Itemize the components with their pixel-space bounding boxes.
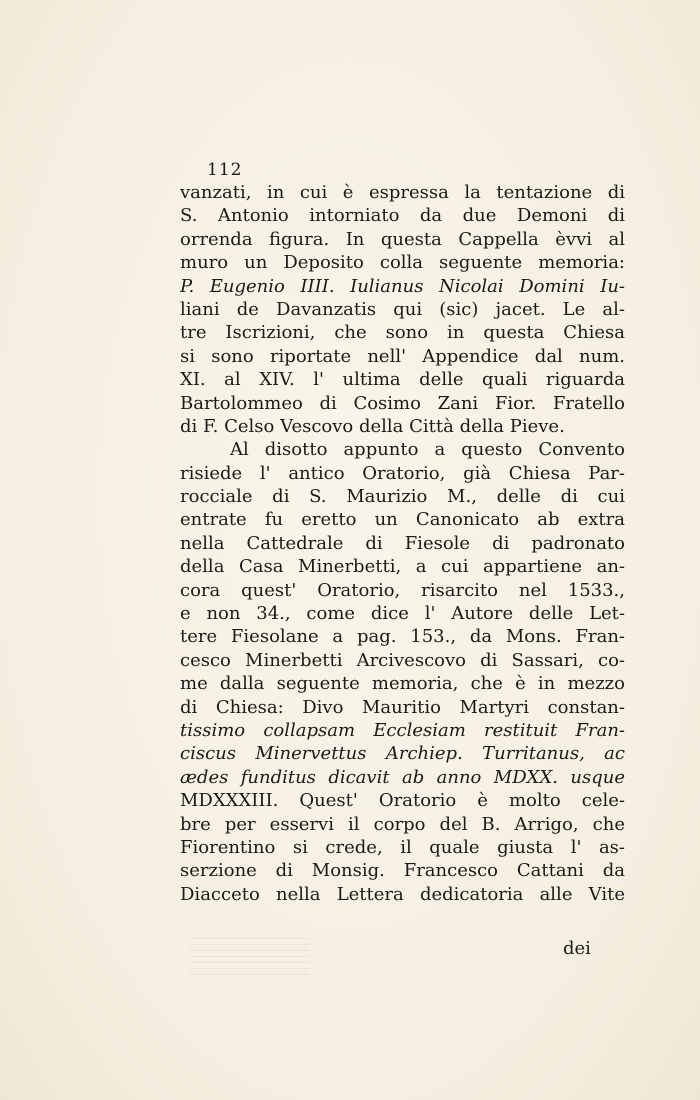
text-line: entrate fu eretto un Canonicato ab extra — [180, 509, 625, 531]
body-text — [180, 181, 625, 906]
text-line: Diacceto nella Lettera dedicatoria alle Vite — [180, 883, 625, 905]
text-line: liani de Davanzatis qui (sic) jacet. Le al- — [180, 298, 625, 320]
text-line: cora quest' Oratorio, risarcito nel 1533., — [180, 579, 625, 601]
text-line: ædes funditus dicavit ab anno MDXX. usque — [180, 766, 625, 788]
page-number: 112 — [207, 160, 243, 180]
ink-bleed-through — [190, 935, 310, 975]
text-line: bre per esservi il corpo del B. Arrigo, che — [180, 813, 625, 835]
text-line: tissimo collapsam Ecclesiam restituit Fran- — [180, 719, 625, 741]
text-line: ciscus Minervettus Archiep. Turritanus, ac — [180, 743, 625, 765]
catchword: dei — [563, 938, 591, 959]
text-line: orrenda figura. In questa Cappella èvvi al — [180, 228, 625, 250]
text-line: XI. al XIV. l' ultima delle quali riguarda — [180, 369, 625, 391]
text-line: Al disotto appunto a questo Convento — [230, 439, 625, 461]
text-line: cesco Minerbetti Arcivescovo di Sassari, co- — [180, 649, 625, 671]
text-line: risiede l' antico Oratorio, già Chiesa Par- — [180, 462, 625, 484]
text-line: nella Cattedrale di Fiesole di padronato — [180, 532, 625, 554]
text-line: me dalla seguente memoria, che è in mezzo — [180, 673, 625, 695]
text-line: tere Fiesolane a pag. 153., da Mons. Fran- — [180, 626, 625, 648]
text-line: muro un Deposito colla seguente memoria: — [180, 252, 625, 274]
text-line: di F. Celso Vescovo della Città della Pieve. — [180, 415, 565, 437]
text-line: della Casa Minerbetti, a cui appartiene an- — [180, 556, 625, 578]
text-line: e non 34., come dice l' Autore delle Let- — [180, 603, 625, 625]
text-line: rocciale di S. Maurizio M., delle di cui — [180, 486, 625, 508]
text-line: si sono riportate nell' Appendice dal num. — [180, 345, 625, 367]
text-line: serzione di Monsig. Francesco Cattani da — [180, 860, 625, 882]
text-line: di Chiesa: Divo Mauritio Martyri constan- — [180, 696, 625, 718]
text-line: Bartolommeo di Cosimo Zani Fior. Fratello — [180, 392, 625, 414]
text-line: tre Iscrizioni, che sono in questa Chiesa — [180, 322, 625, 344]
text-line: vanzati, in cui è espressa la tentazione di — [180, 182, 625, 203]
text-line: Fiorentino si crede, il quale giusta l' as- — [180, 836, 625, 858]
text-line: MDXXXIII. Quest' Oratorio è molto cele- — [180, 790, 625, 812]
text-line: P. Eugenio IIII. Iulianus Nicolai Domini Iu- — [180, 275, 625, 297]
text-line: S. Antonio intorniato da due Demoni di — [180, 205, 625, 227]
